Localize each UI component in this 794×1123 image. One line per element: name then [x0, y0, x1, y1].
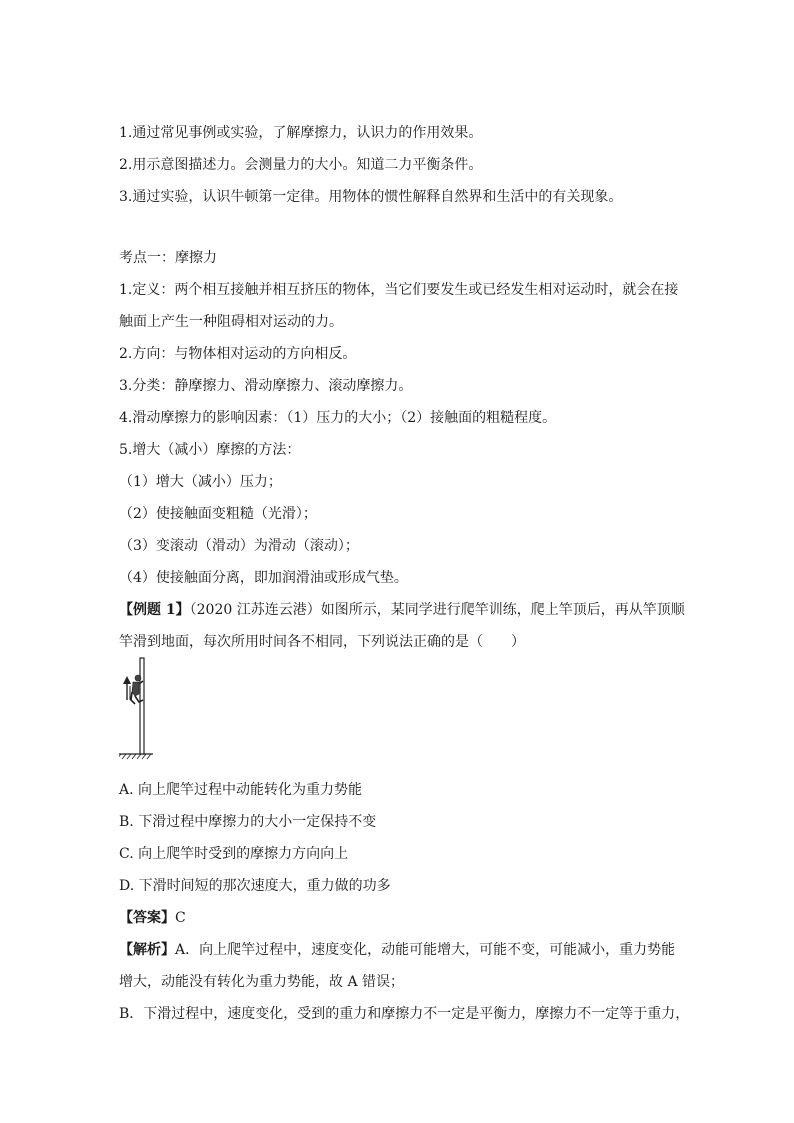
answer-value: C	[175, 910, 186, 926]
direction-text: 2.方向：与物体相对运动的方向相反。	[119, 346, 357, 362]
objective-2: 2.用示意图描述力。会测量力的大小。知道二力平衡条件。	[119, 157, 483, 173]
option-d: D. 下滑时间短的那次速度大，重力做的功多	[119, 878, 391, 894]
option-b: B. 下滑过程中摩擦力的大小一定保持不变	[119, 814, 377, 830]
pole-climbing-figure	[119, 654, 167, 762]
example-label: 【例题 1】	[119, 602, 190, 618]
analysis-line-2: 增大，动能没有转化为重力势能，故 A 错误；	[119, 974, 405, 990]
answer-line	[119, 909, 689, 927]
climbing-pole	[140, 658, 144, 754]
analysis-line-1	[119, 941, 689, 959]
ground-hatching	[119, 754, 151, 759]
methods-title: 5.增大（减小）摩擦的方法：	[119, 442, 301, 458]
analysis-label: 【解析】	[119, 942, 175, 958]
example-text-1: （2020 江苏连云港）如图所示，某同学进行爬竿训练，爬上竿顶后，再从竿顶顺	[189, 602, 685, 618]
definition-line-2: 触面上产生一种阻碍相对运动的力。	[119, 314, 343, 330]
method-item-1: （1）增大（减小）压力；	[119, 474, 282, 490]
method-item-3: （3）变滚动（滑动）为滑动（滚动）；	[119, 538, 359, 554]
example-question-line-2: 竿滑到地面，每次所用时间各不相同，下列说法正确的是（ ）	[119, 634, 525, 650]
analysis-text-1: A．向上爬竿过程中，速度变化，动能可能增大，可能不变，可能减小，重力势能	[175, 942, 676, 958]
example-question-line-1	[119, 601, 689, 619]
option-a: A. 向上爬竿过程中动能转化为重力势能	[119, 782, 363, 798]
definition-line-1: 1.定义：两个相互接触并相互挤压的物体，当它们要发生或已经发生相对运动时，就会在接	[119, 282, 679, 298]
factors-text: 4.滑动摩擦力的影响因素：（1）压力的大小；（2）接触面的粗糙程度。	[119, 410, 557, 426]
types-text: 3.分类：静摩擦力、滑动摩擦力、滚动摩擦力。	[119, 378, 413, 394]
answer-label: 【答案】	[119, 910, 175, 926]
option-c: C. 向上爬竿时受到的摩擦力方向向上	[119, 846, 349, 862]
upward-arrow-icon	[123, 676, 131, 700]
section-title: 考点一：摩擦力	[119, 250, 217, 266]
objective-1: 1.通过常见事例或实验，了解摩擦力，认识力的作用效果。	[119, 125, 483, 141]
objective-3: 3.通过实验，认识牛顿第一定律。用物体的惯性解释自然界和生活中的有关现象。	[119, 189, 623, 205]
method-item-2: （2）使接触面变粗糙（光滑）；	[119, 506, 317, 522]
method-item-4: （4）使接触面分离，即加润滑油或形成气垫。	[119, 570, 408, 586]
analysis-line-3: B．下滑过程中，速度变化，受到的重力和摩擦力不一定是平衡力，摩擦力不一定等于重力，	[119, 1006, 690, 1022]
